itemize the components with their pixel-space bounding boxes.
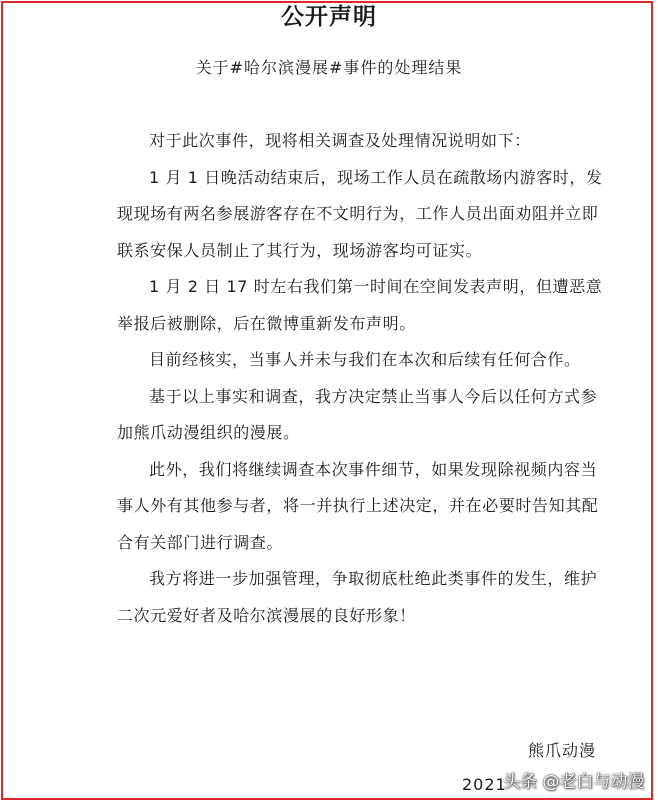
document-title: 公开声明 xyxy=(281,3,377,30)
document-subtitle: 关于#哈尔滨漫展#事件的处理结果 xyxy=(195,58,463,77)
paragraph-ban: 基于以上事实和调查，我方决定禁止当事人今后以任何方式参加熊爪动漫组织的漫展。 xyxy=(117,386,598,442)
source-watermark: 头条 @老白与动漫 xyxy=(503,772,645,792)
statement-body xyxy=(117,123,607,634)
paragraph-investigation: 此外，我们将继续调查本次事件细节，如果发现除视频内容当事人外有其他参与者，将一并执行上述决定，并在必要时告知其配合有关部门进行调查。 xyxy=(117,459,599,552)
paragraph-intro: 对于此次事件，现将相关调查及处理情况说明如下： xyxy=(149,131,531,150)
paragraph-management: 我方将进一步加强管理，争取彻底杜绝此类事件的发生，维护二次元爱好者及哈尔滨漫展的良好形象！ xyxy=(117,569,598,625)
statement-date: 2021 xyxy=(462,775,507,794)
paragraph-jan2: 1 月 2 日 17 时左右我们第一时间在空间发表声明，但遭恶意举报后被删除，后在微博重新发布声明。 xyxy=(117,277,603,333)
signature: 熊爪动漫 xyxy=(527,741,596,760)
paragraph-verified: 目前经核实，当事人并未与我们在本次和后续有任何合作。 xyxy=(149,350,581,369)
paragraph-jan1: 1 月 1 日晚活动结束后，现场工作人员在疏散场内游客时，发现现场有两名参展游客存在不文明行为，工作人员出面劝阻并立即联系安保人员制止了其行为，现场游客均可证实。 xyxy=(117,167,603,260)
